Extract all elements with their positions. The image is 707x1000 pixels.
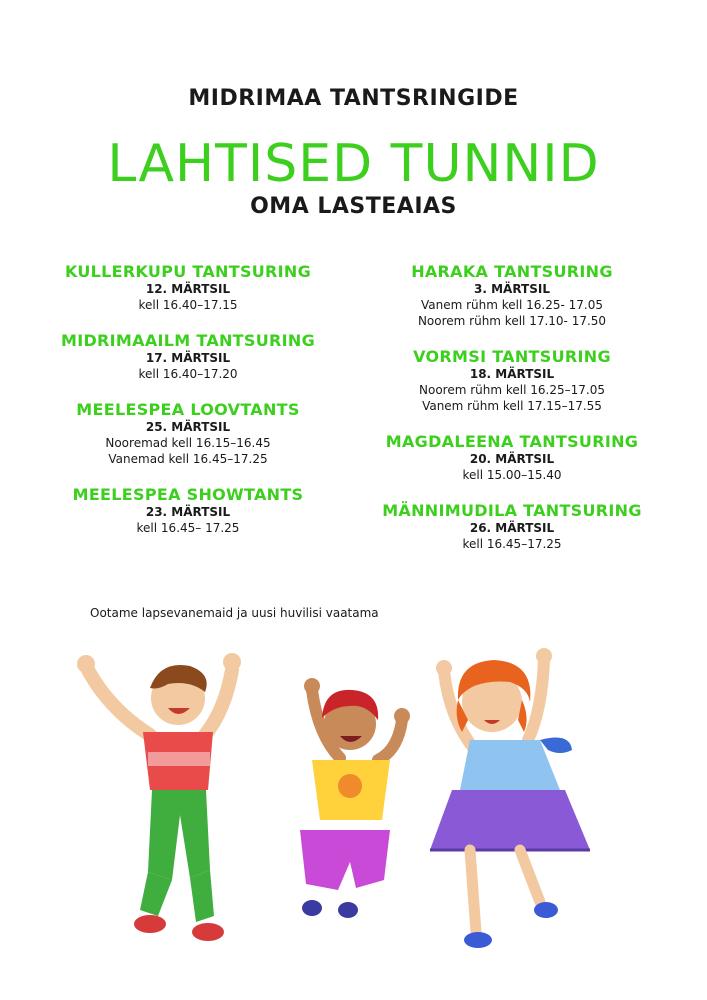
right-events-column (352, 262, 672, 570)
event-date: 20. MÄRTSIL (469, 452, 555, 466)
event-title: MÄNNIMUDILA TANTSURING (382, 501, 642, 520)
event-date: 18. MÄRTSIL (469, 367, 555, 381)
invite-text: Ootame lapsevanemaid ja uusi huvilisi vaatama (90, 606, 379, 620)
event-date: 26. MÄRTSIL (469, 521, 555, 535)
event-item (352, 262, 672, 329)
event-item (28, 400, 348, 467)
event-item (352, 432, 672, 483)
event-time: Noorem rühm kell 17.10- 17.50 (417, 314, 607, 328)
page-title: LAHTISED TUNNID (107, 134, 600, 194)
event-item (352, 501, 672, 552)
header-top: MIDRIMAA TANTSRINGIDE (188, 86, 519, 111)
header-sub: OMA LASTEAIAS (250, 194, 457, 219)
event-time: Noorem rühm kell 16.25–17.05 (419, 383, 605, 397)
event-title: MEELESPEA LOOVTANTS (76, 400, 300, 419)
event-title: MEELESPEA SHOWTANTS (72, 485, 304, 504)
event-title: MAGDALEENA TANTSURING (385, 432, 639, 451)
event-item (28, 331, 348, 382)
event-title: VORMSI TANTSURING (413, 347, 611, 366)
event-time: Vanem rühm kell 16.25- 17.05 (420, 298, 603, 312)
event-date: 12. MÄRTSIL (145, 282, 231, 296)
event-time: kell 16.45– 17.25 (136, 521, 240, 535)
event-date: 25. MÄRTSIL (145, 420, 231, 434)
event-date: 23. MÄRTSIL (145, 505, 231, 519)
event-time: kell 16.40–17.15 (138, 298, 238, 312)
dancing-children-illustration (0, 640, 707, 1000)
event-date: 17. MÄRTSIL (145, 351, 231, 365)
event-item (28, 262, 348, 313)
child-boy-illustration (77, 653, 241, 941)
event-time: Vanemad kell 16.45–17.25 (108, 452, 268, 466)
child-girl-illustration (430, 648, 590, 948)
child-middle-illustration (300, 678, 410, 918)
event-time: Vanem rühm kell 17.15–17.55 (422, 399, 602, 413)
event-time: kell 16.45–17.25 (462, 537, 562, 551)
event-time: kell 16.40–17.20 (138, 367, 238, 381)
event-time: Nooremad kell 16.15–16.45 (105, 436, 271, 450)
event-time: kell 15.00–15.40 (462, 468, 562, 482)
event-title: HARAKA TANTSURING (411, 262, 613, 281)
event-title: KULLERKUPU TANTSURING (64, 262, 312, 281)
event-item (28, 485, 348, 536)
event-date: 3. MÄRTSIL (474, 282, 550, 296)
event-title: MIDRIMAAILM TANTSURING (60, 331, 316, 350)
event-item (352, 347, 672, 414)
left-events-column (28, 262, 348, 554)
